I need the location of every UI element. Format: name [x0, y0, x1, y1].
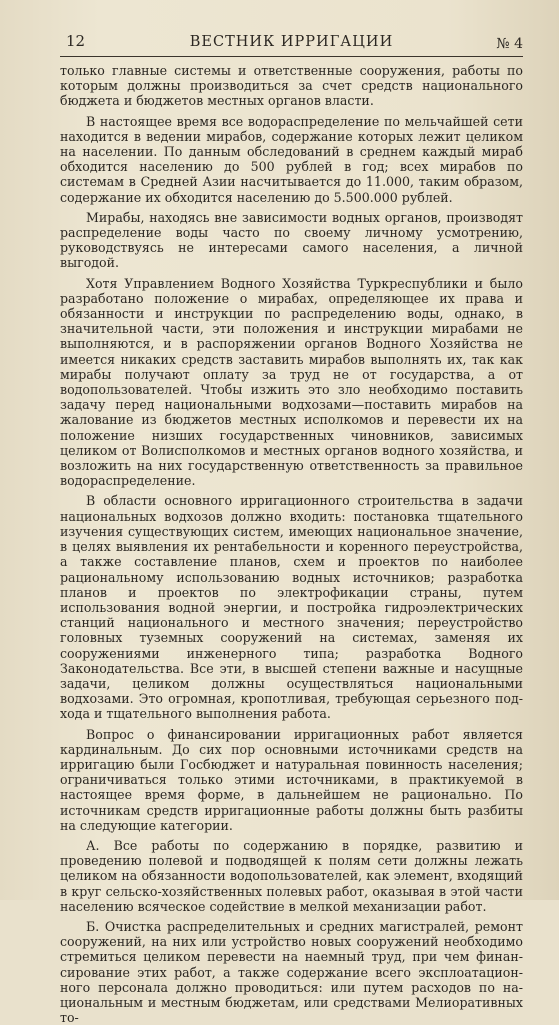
- journal-title: ВЕСТНИК ИРРИГАЦИИ: [189, 34, 394, 50]
- paragraph: Б. Очистка распределительных и средних магистралей, ремонт сооружений, на них или устройство новых сооружений необходимо стремиться целиком перевести на наемный труд, при чем финансирование этих работ, а также содержание всего эксплоатационного персонала должно проводиться: или путем расходов по национальным и местным бюджетам, или средствами Мелиоративных то-: [60, 918, 523, 1025]
- paragraph: А. Все работы по содержанию в порядке, развитию и проведению полевой и подводящей к полям сети должны лежать целиком на обязанности водопользователей, как элемент, входящий в круг сельско-хозяйственных полевых работ, оказывая в этой части населению всяческое содействие в мелкой механизации работ.: [60, 837, 523, 914]
- paragraph: В настоящее время все водораспределение по мельчайшей сети находится в ведении мирабов, содержание которых лежит целиком на населении. По данным обследований в среднем каждый мираб обходится населению до 500 рублей в год; всех мирабов по системам в Средней Азии насчитывается до 11.000, таким образом, содержание их обходится населению до 5.500.000 рублей.: [60, 113, 523, 205]
- running-header: [60, 30, 523, 57]
- paragraph: Хотя Управлением Водного Хозяйства Туркреспублики и было разработано положение о мирабах, определяющее их права и обязанности и инструкции по распределению воды, однако, в значительной части, эти положения и инструкции мирабами не выполняются, и в распоряжении органов Водного Хозяйства не имеется никаких средств заставить мирабов выполнять их, так как мирабы получают оплату за труд не от государства, а от водопользователей. Чтобы изжить это зло необходимо поставить задачу перед национальными водхозами—поставить мирабов на жалование из бюджетов местных исполкомов и перевести их на положение низших государственных чиновников, зависимых целиком от Волисполкомов и местных органов водного хозяйства, и возложить на них государственную ответственность за правильное водораспределение.: [60, 275, 523, 489]
- issue-number: № 4: [496, 36, 523, 52]
- paragraph: В области основного ирригационного строительства в задачи национальных водхозов должно входить: постановка тщательного изучения существующих систем, имеющих национальное значение, в целях выявления их рентабельности и коренного переустройства, а также составление планов, схем и проектов по наиболее рациональному использованию водных источников; разработка планов и проектов по электрофикации страны, путем использования водной энергии, и постройка гидроэлектрических станций национального и местного значения; переустройство головных туземных сооружений на системах, заменяя их сооружениями инженерного типа; разработка Водного Законодательства. Все эти, в высшей степени важные и насущные задачи, целиком должны осуществляться национальными водхозами. Это огромная, кропотливая, требующая серьезного подхода и тщательного выполнения работа.: [60, 493, 523, 722]
- paragraph: Вопрос о финансировании ирригационных работ является кардинальным. До сих пор основными источниками средств на ирригацию были Госбюджет и натуральная повинность населения; ограничиваться только этими источниками, в практикуемой в настоящее время форме, в дальнейшем не рационально. По источникам средств ирригационные работы должны быть разбиты на следующие категории.: [60, 726, 523, 833]
- paragraph: только главные системы и ответственные сооружения, работы по которым должны производиться за счет средств национального бюджета и бюджетов местных органов власти.: [60, 63, 523, 109]
- page-number: 12: [66, 32, 86, 50]
- paragraph: Мирабы, находясь вне зависимости водных органов, производят распределение воды часто по своему личному усмотрению, руководствуясь не интересами самого населения, а личной выгодой.: [60, 209, 523, 271]
- body-text: [60, 63, 523, 1025]
